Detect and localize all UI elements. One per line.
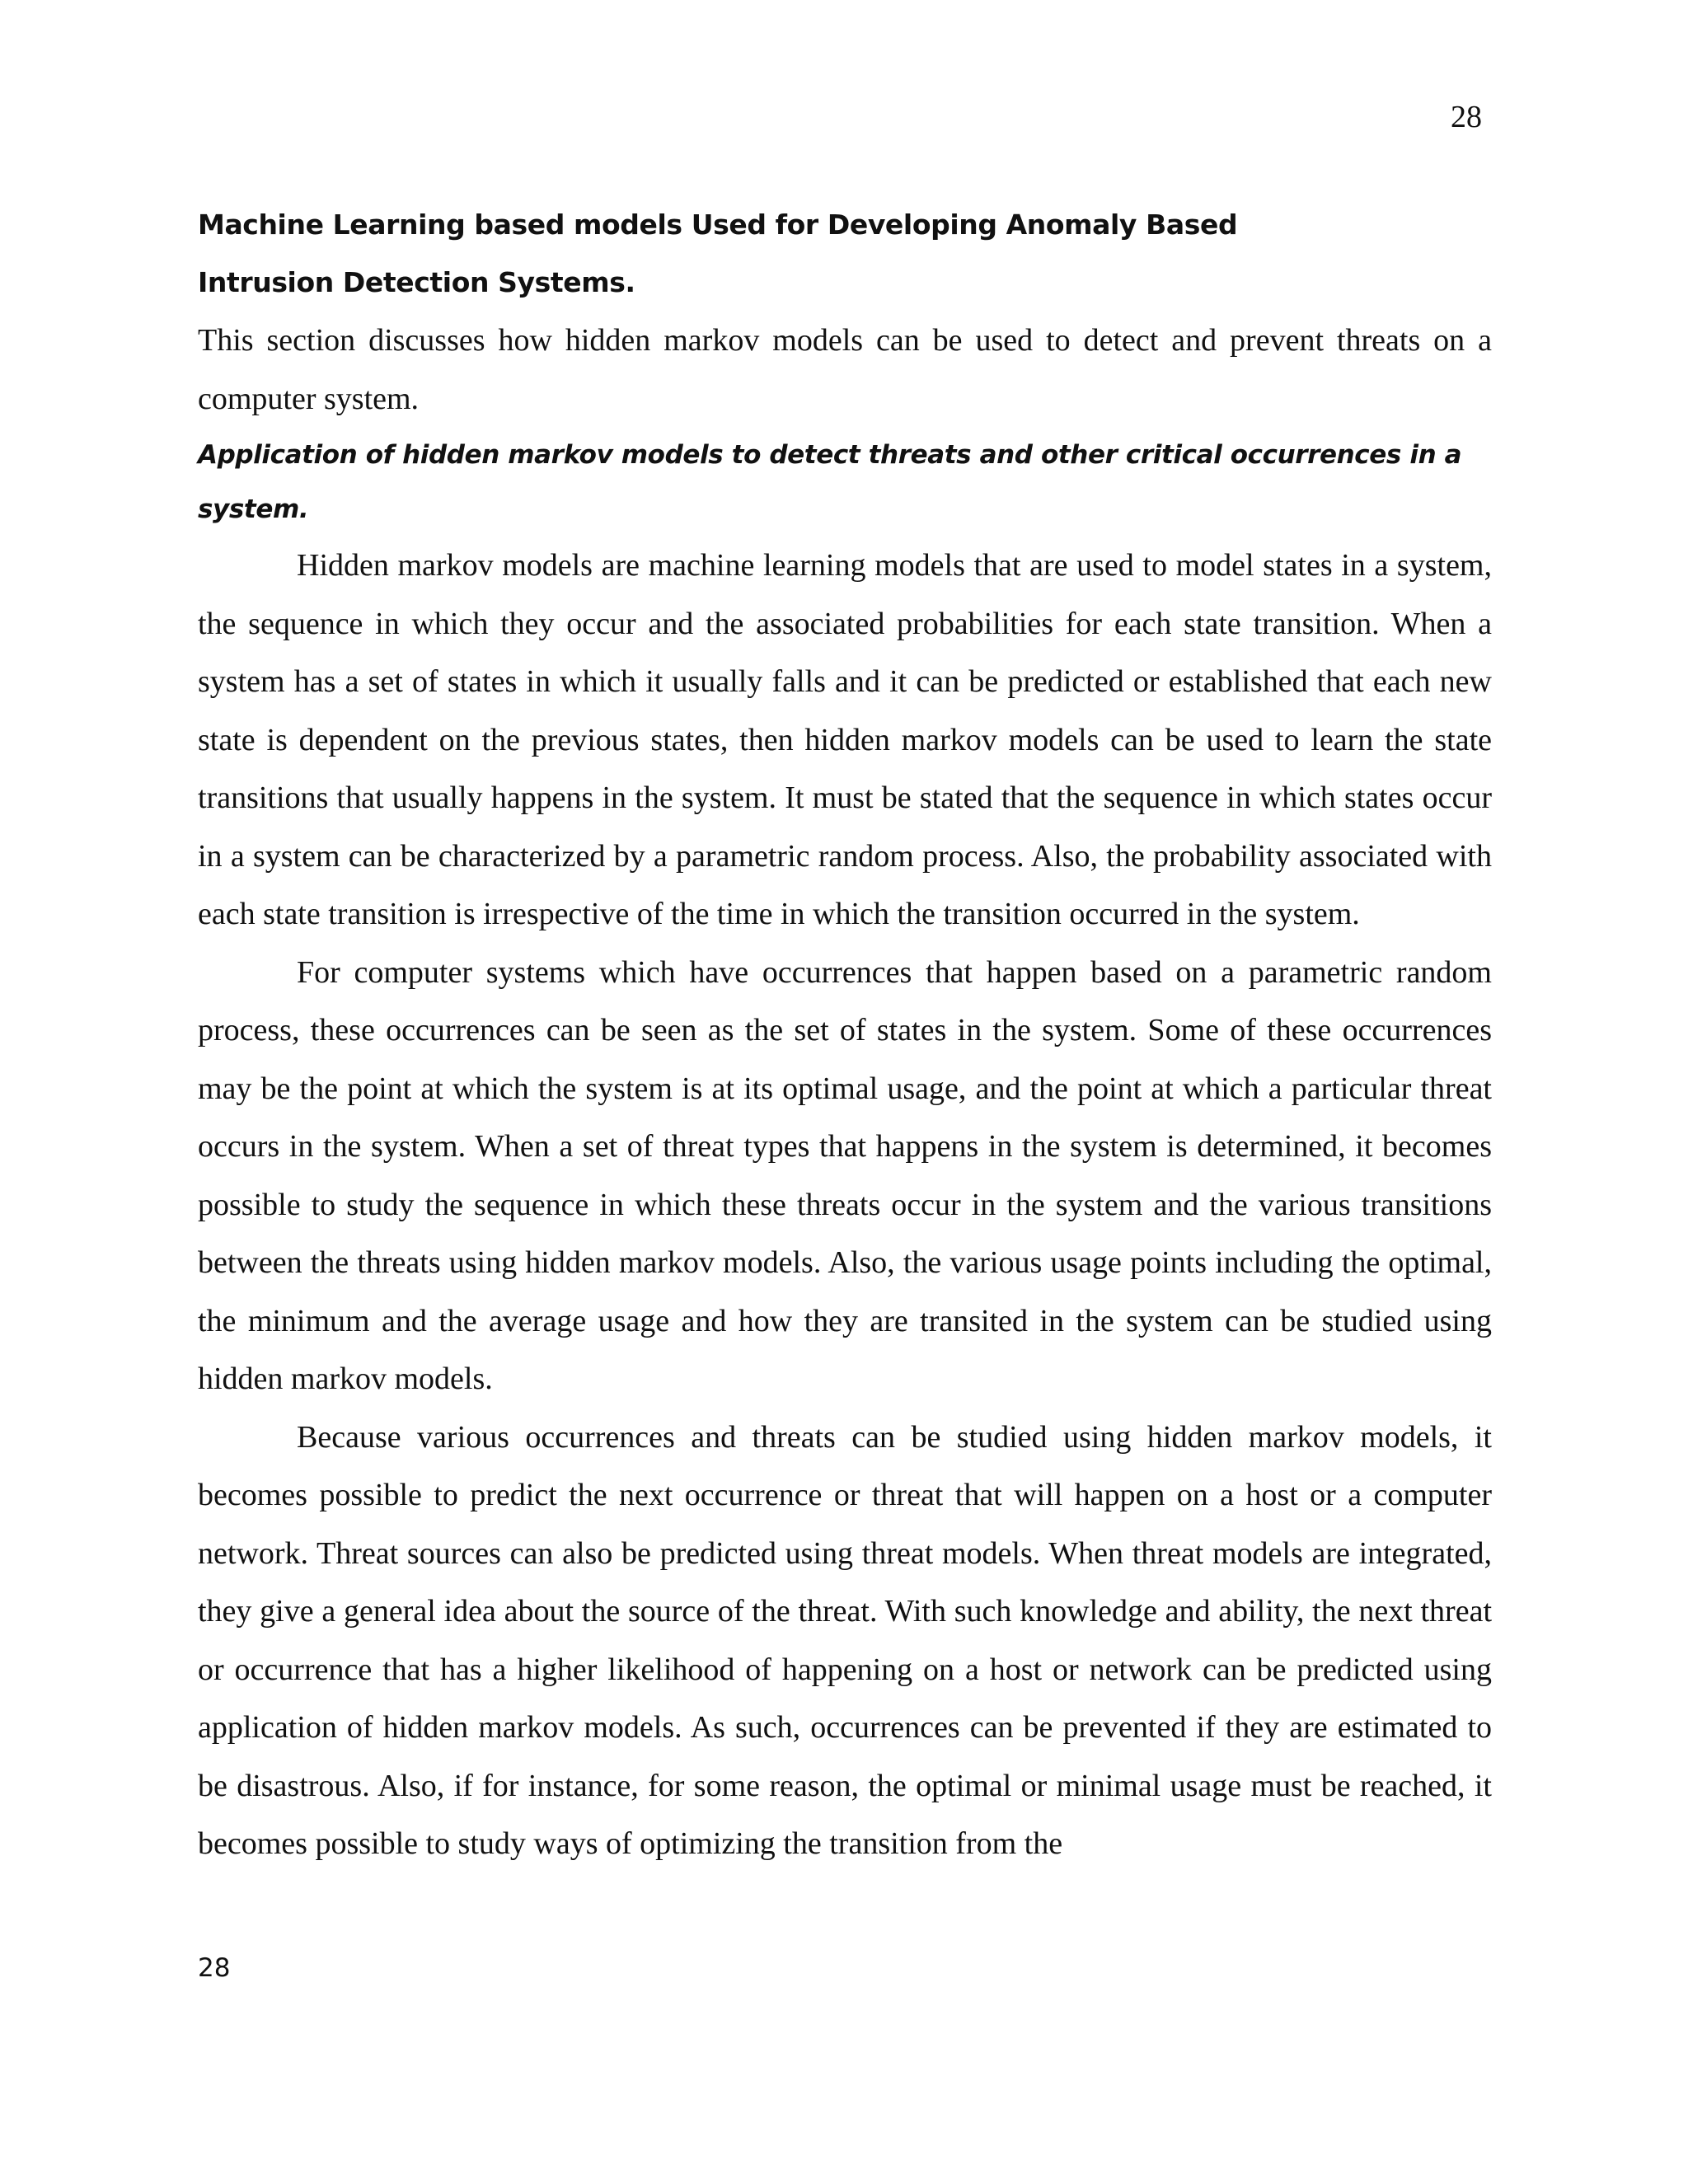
paragraph-2: For computer systems which have occurrences that happen based on a parametric random process, these occurrences can be seen as the set of states in the system. Some of these occurrences may be the point at which the system is at its optimal usage, and the point at which a particular threat occurs in the system. When a set of threat types that happens in the system is determined, it becomes possible to study the sequence in which these threats occur in the system and the various transitions between the threats using hidden markov models. Also, the various usage points including the optimal, the minimum and the average usage and how they are transited in the system can be studied using hidden markov models. xyxy=(198,954,1492,1396)
paragraph-3: Because various occurrences and threats can be studied using hidden markov models, it becomes possible to predict the next occurrence or threat that will happen on a host or a computer network. Threat sources can also be predicted using threat models. When threat models are integrated, they give a general idea about the source of the threat. With such knowledge and ability, the next threat or occurrence that has a higher likelihood of happening on a host or network can be predicted using application of hidden markov models. As such, occurrences can be prevented if they are estimated to be disastrous. Also, if for instance, for some reason, the optimal or minimal usage must be reached, it becomes possible to study ways of optimizing the transition from the xyxy=(198,1419,1492,1861)
page-number-top: 28 xyxy=(1451,100,1482,134)
section-heading xyxy=(198,196,1492,312)
page-number-bottom: 28 xyxy=(198,1953,231,1983)
subsection-heading xyxy=(198,428,1492,537)
subsection-heading-line-2: system. xyxy=(198,494,309,524)
paragraph-1: Hidden markov models are machine learning models that are used to model states in a system, the sequence in which they occur and the associated probabilities for each state transition. When a system has a set of states in which it usually falls and it can be predicted or established that each new state is dependent on the previous states, then hidden markov models can be used to learn the state transitions that usually happens in the system. It must be stated that the sequence in which states occur in a system can be characterized by a parametric random process. Also, the probability associated with each state transition is irrespective of the time in which the transition occurred in the system. xyxy=(198,548,1492,931)
section-heading-line-1: Machine Learning based models Used for Developing Anomaly Based xyxy=(198,209,1238,241)
page-content xyxy=(198,196,1492,1873)
subsection-heading-line-1: Application of hidden markov models to detect threats and other critical occurrences in a xyxy=(198,440,1462,470)
section-intro: This section discusses how hidden markov models can be used to detect and prevent threats on a computer system. xyxy=(198,323,1492,416)
section-heading-line-2: Intrusion Detection Systems. xyxy=(198,266,635,298)
